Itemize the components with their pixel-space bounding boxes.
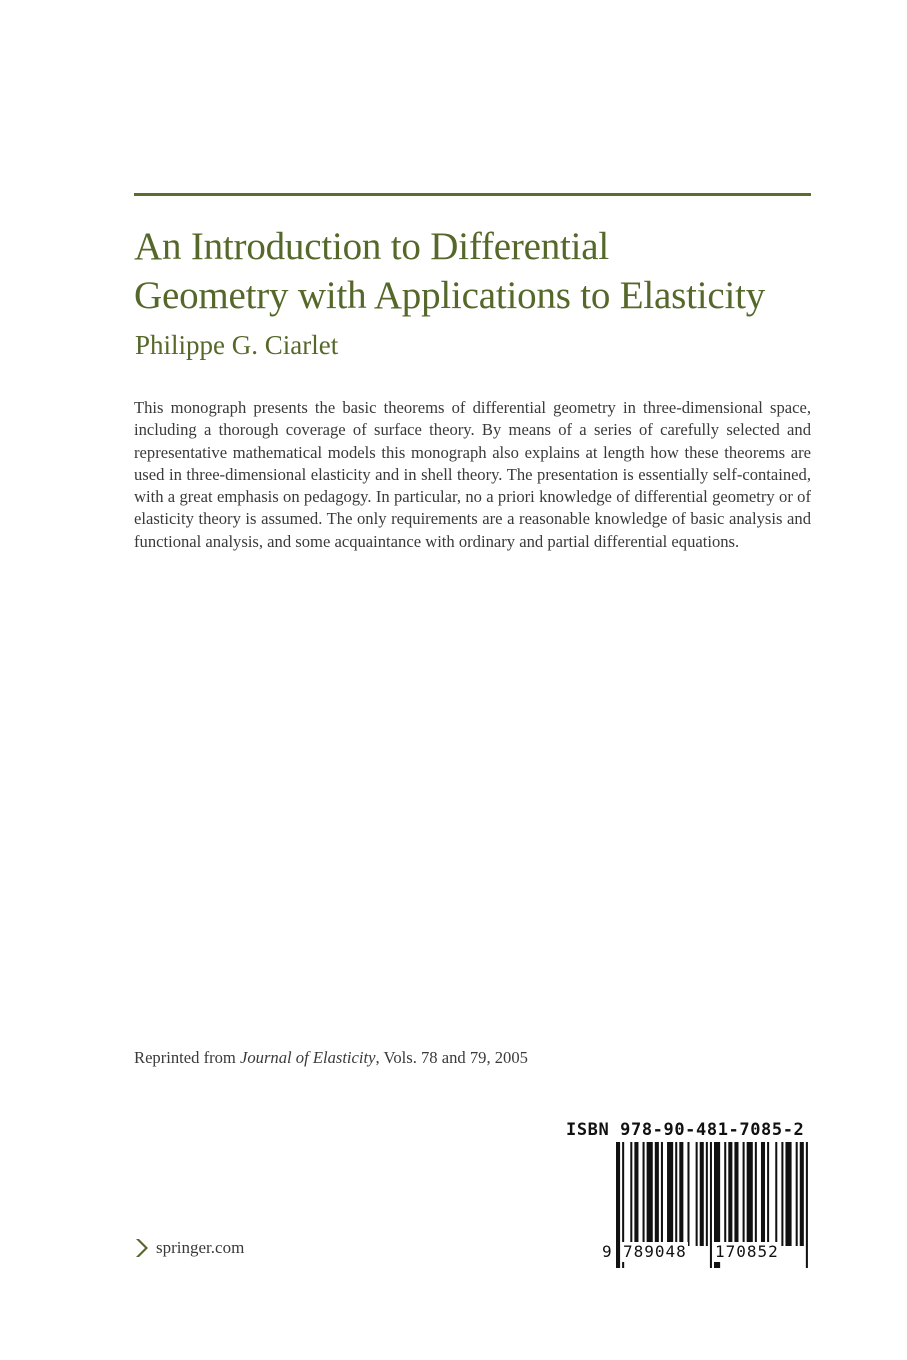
book-title-line-1: An Introduction to Differential: [134, 225, 610, 268]
barcode-bar: [696, 1142, 698, 1246]
barcode-bar: [706, 1142, 708, 1246]
barcode-bar: [775, 1142, 777, 1246]
author-name: Philippe G. Ciarlet: [135, 330, 339, 360]
title-rule: [134, 193, 811, 196]
barcode-bar: [675, 1142, 677, 1246]
publisher-link[interactable]: [134, 1238, 244, 1258]
barcode-bar: [616, 1142, 620, 1268]
publisher-url[interactable]: springer.com: [156, 1238, 245, 1257]
chevron-right-icon: [134, 1238, 148, 1258]
book-title: [134, 222, 834, 320]
barcode-bar: [755, 1142, 757, 1246]
barcode-bar: [800, 1142, 804, 1246]
barcode-bar: [781, 1142, 783, 1246]
ean-left-group: 789048: [623, 1242, 687, 1261]
barcode-bar: [655, 1142, 659, 1246]
barcode-bar: [806, 1142, 808, 1268]
barcode-bar: [747, 1142, 753, 1246]
barcode-bar: [728, 1142, 732, 1246]
barcode-bar: [643, 1142, 645, 1246]
barcode-bar: [679, 1142, 683, 1246]
barcode-bar: [710, 1142, 712, 1268]
reprint-note: [134, 1047, 528, 1069]
barcode-bar: [647, 1142, 653, 1246]
ean-right-group: 170852: [715, 1242, 779, 1261]
isbn-barcode: [562, 1118, 812, 1268]
barcode-bar: [724, 1142, 726, 1246]
book-title-line-2: Geometry with Applications to Elasticity: [134, 274, 766, 317]
reprint-prefix: Reprinted from: [134, 1048, 240, 1067]
ean-lead-digit: 9: [602, 1242, 612, 1261]
isbn-number: ISBN 978-90-481-7085-2: [566, 1120, 805, 1140]
barcode-bar: [785, 1142, 791, 1246]
barcode-bar: [630, 1142, 632, 1246]
barcode-bar: [743, 1142, 745, 1246]
journal-name: Journal of Elasticity: [240, 1048, 376, 1067]
barcode-bar: [667, 1142, 673, 1246]
barcode-bar: [661, 1142, 663, 1246]
barcode-bar: [687, 1142, 689, 1246]
barcode-bar: [634, 1142, 638, 1246]
book-description: This monograph presents the basic theorems of differential geometry in three-dimensional space, including a thorough coverage of surface theory. By means of a series of carefully selected and representative mathematical models this monograph also explains at length how these theorems are used in three-dimensional elasticity and in shell theory. The presentation is essentially self-contained, with a great emphasis on pedagogy. In particular, no a priori knowledge of differential geometry or of elasticity theory is assumed. The only requirements are a reasonable knowledge of basic analysis and functional analysis, and some acquaintance with ordinary and partial differential equations.: [134, 398, 811, 551]
barcode-bar: [767, 1142, 769, 1246]
barcode-bar: [700, 1142, 704, 1246]
barcode-bar: [734, 1142, 738, 1246]
barcode-bar: [761, 1142, 765, 1246]
barcode-bar: [796, 1142, 798, 1246]
reprint-suffix: , Vols. 78 and 79, 2005: [375, 1048, 528, 1067]
